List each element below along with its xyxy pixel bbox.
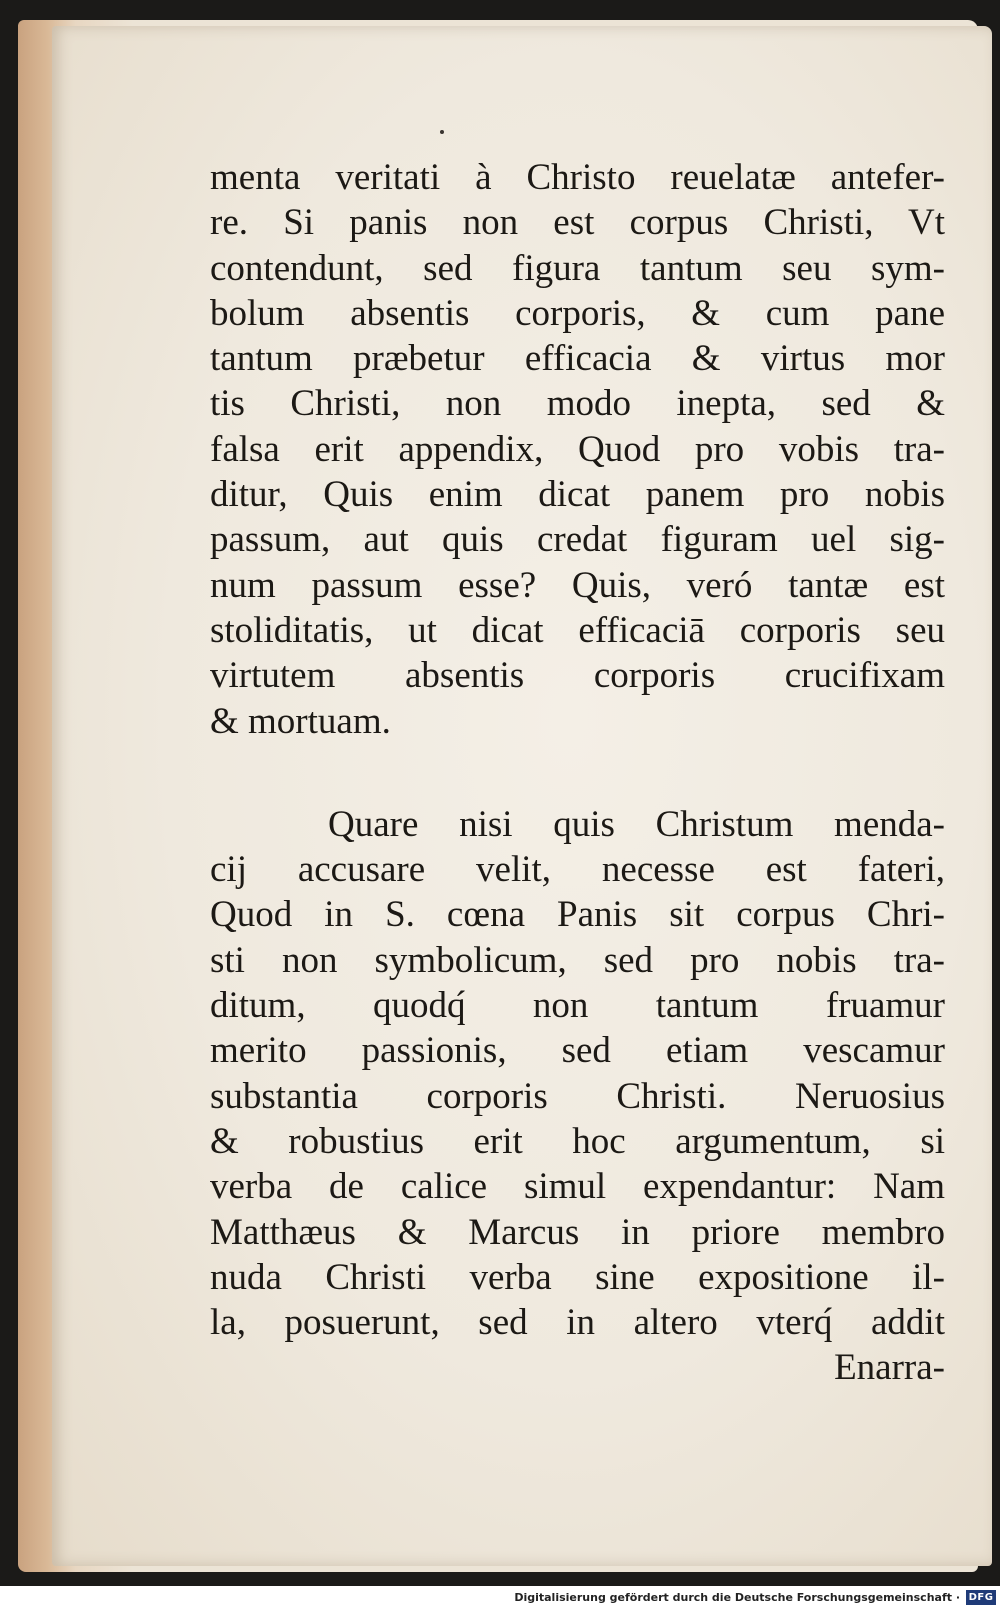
text-line: substantia corporis Christi. Neruosius bbox=[210, 1075, 945, 1117]
text-line: & robustius erit hoc argumentum, si bbox=[210, 1120, 945, 1162]
footer-bar bbox=[0, 1586, 1000, 1611]
funding-credit: Digitalisierung gefördert durch die Deutsche Forschungsgemeinschaft · bbox=[514, 1591, 960, 1604]
text-line: tantum præbetur efficacia & virtus mor bbox=[210, 338, 945, 380]
text-line: num passum esse? Quis, veró tantæ est bbox=[210, 564, 945, 606]
paragraph-1 bbox=[210, 155, 945, 744]
dfg-logo-icon: DFG bbox=[966, 1590, 996, 1605]
text-line: verba de calice simul expendantur: Nam bbox=[210, 1166, 945, 1208]
text-line: merito passionis, sed etiam vescamur bbox=[210, 1030, 945, 1072]
text-line: stoliditatis, ut dicat efficaciā corporis seu bbox=[210, 609, 945, 651]
text-line: Matthæus & Marcus in priore membro bbox=[210, 1211, 945, 1253]
text-line: ditum, quodq́ non tantum fruamur bbox=[210, 985, 945, 1027]
text-line: nuda Christi verba sine expositione il- bbox=[210, 1256, 945, 1298]
paragraph-gap bbox=[210, 744, 945, 802]
ink-dot bbox=[440, 130, 444, 134]
text-line: sti non symbolicum, sed pro nobis tra- bbox=[210, 939, 945, 981]
catchword: Enarra- bbox=[834, 1347, 945, 1389]
text-line: menta veritati à Christo reuelatæ antefer- bbox=[210, 157, 945, 198]
text-line: tis Christi, non modo inepta, sed & bbox=[210, 383, 945, 425]
text-line: passum, aut quis credat figuram uel sig- bbox=[210, 519, 945, 561]
page-text bbox=[210, 155, 945, 1391]
text-line: la, posuerunt, sed in altero vterq́ addit bbox=[210, 1302, 945, 1344]
text-line: re. Si panis non est corpus Christi, Vt bbox=[210, 202, 945, 244]
text-line: contendunt, sed figura tantum seu sym- bbox=[210, 247, 945, 289]
text-line: cij accusare velit, necesse est fateri, bbox=[210, 849, 945, 891]
text-line: bolum absentis corporis, & cum pane bbox=[210, 292, 945, 334]
text-line: virtutem absentis corporis crucifixam bbox=[210, 655, 945, 697]
text-line: falsa erit appendix, Quod pro vobis tra- bbox=[210, 428, 945, 470]
text-line: ditur, Quis enim dicat panem pro nobis bbox=[210, 474, 945, 516]
text-line: & mortuam. bbox=[210, 700, 391, 742]
text-line: Quod in S. cœna Panis sit corpus Chri- bbox=[210, 894, 945, 936]
text-line: Quare nisi quis Christum menda- bbox=[328, 803, 945, 845]
paragraph-2 bbox=[210, 802, 945, 1346]
